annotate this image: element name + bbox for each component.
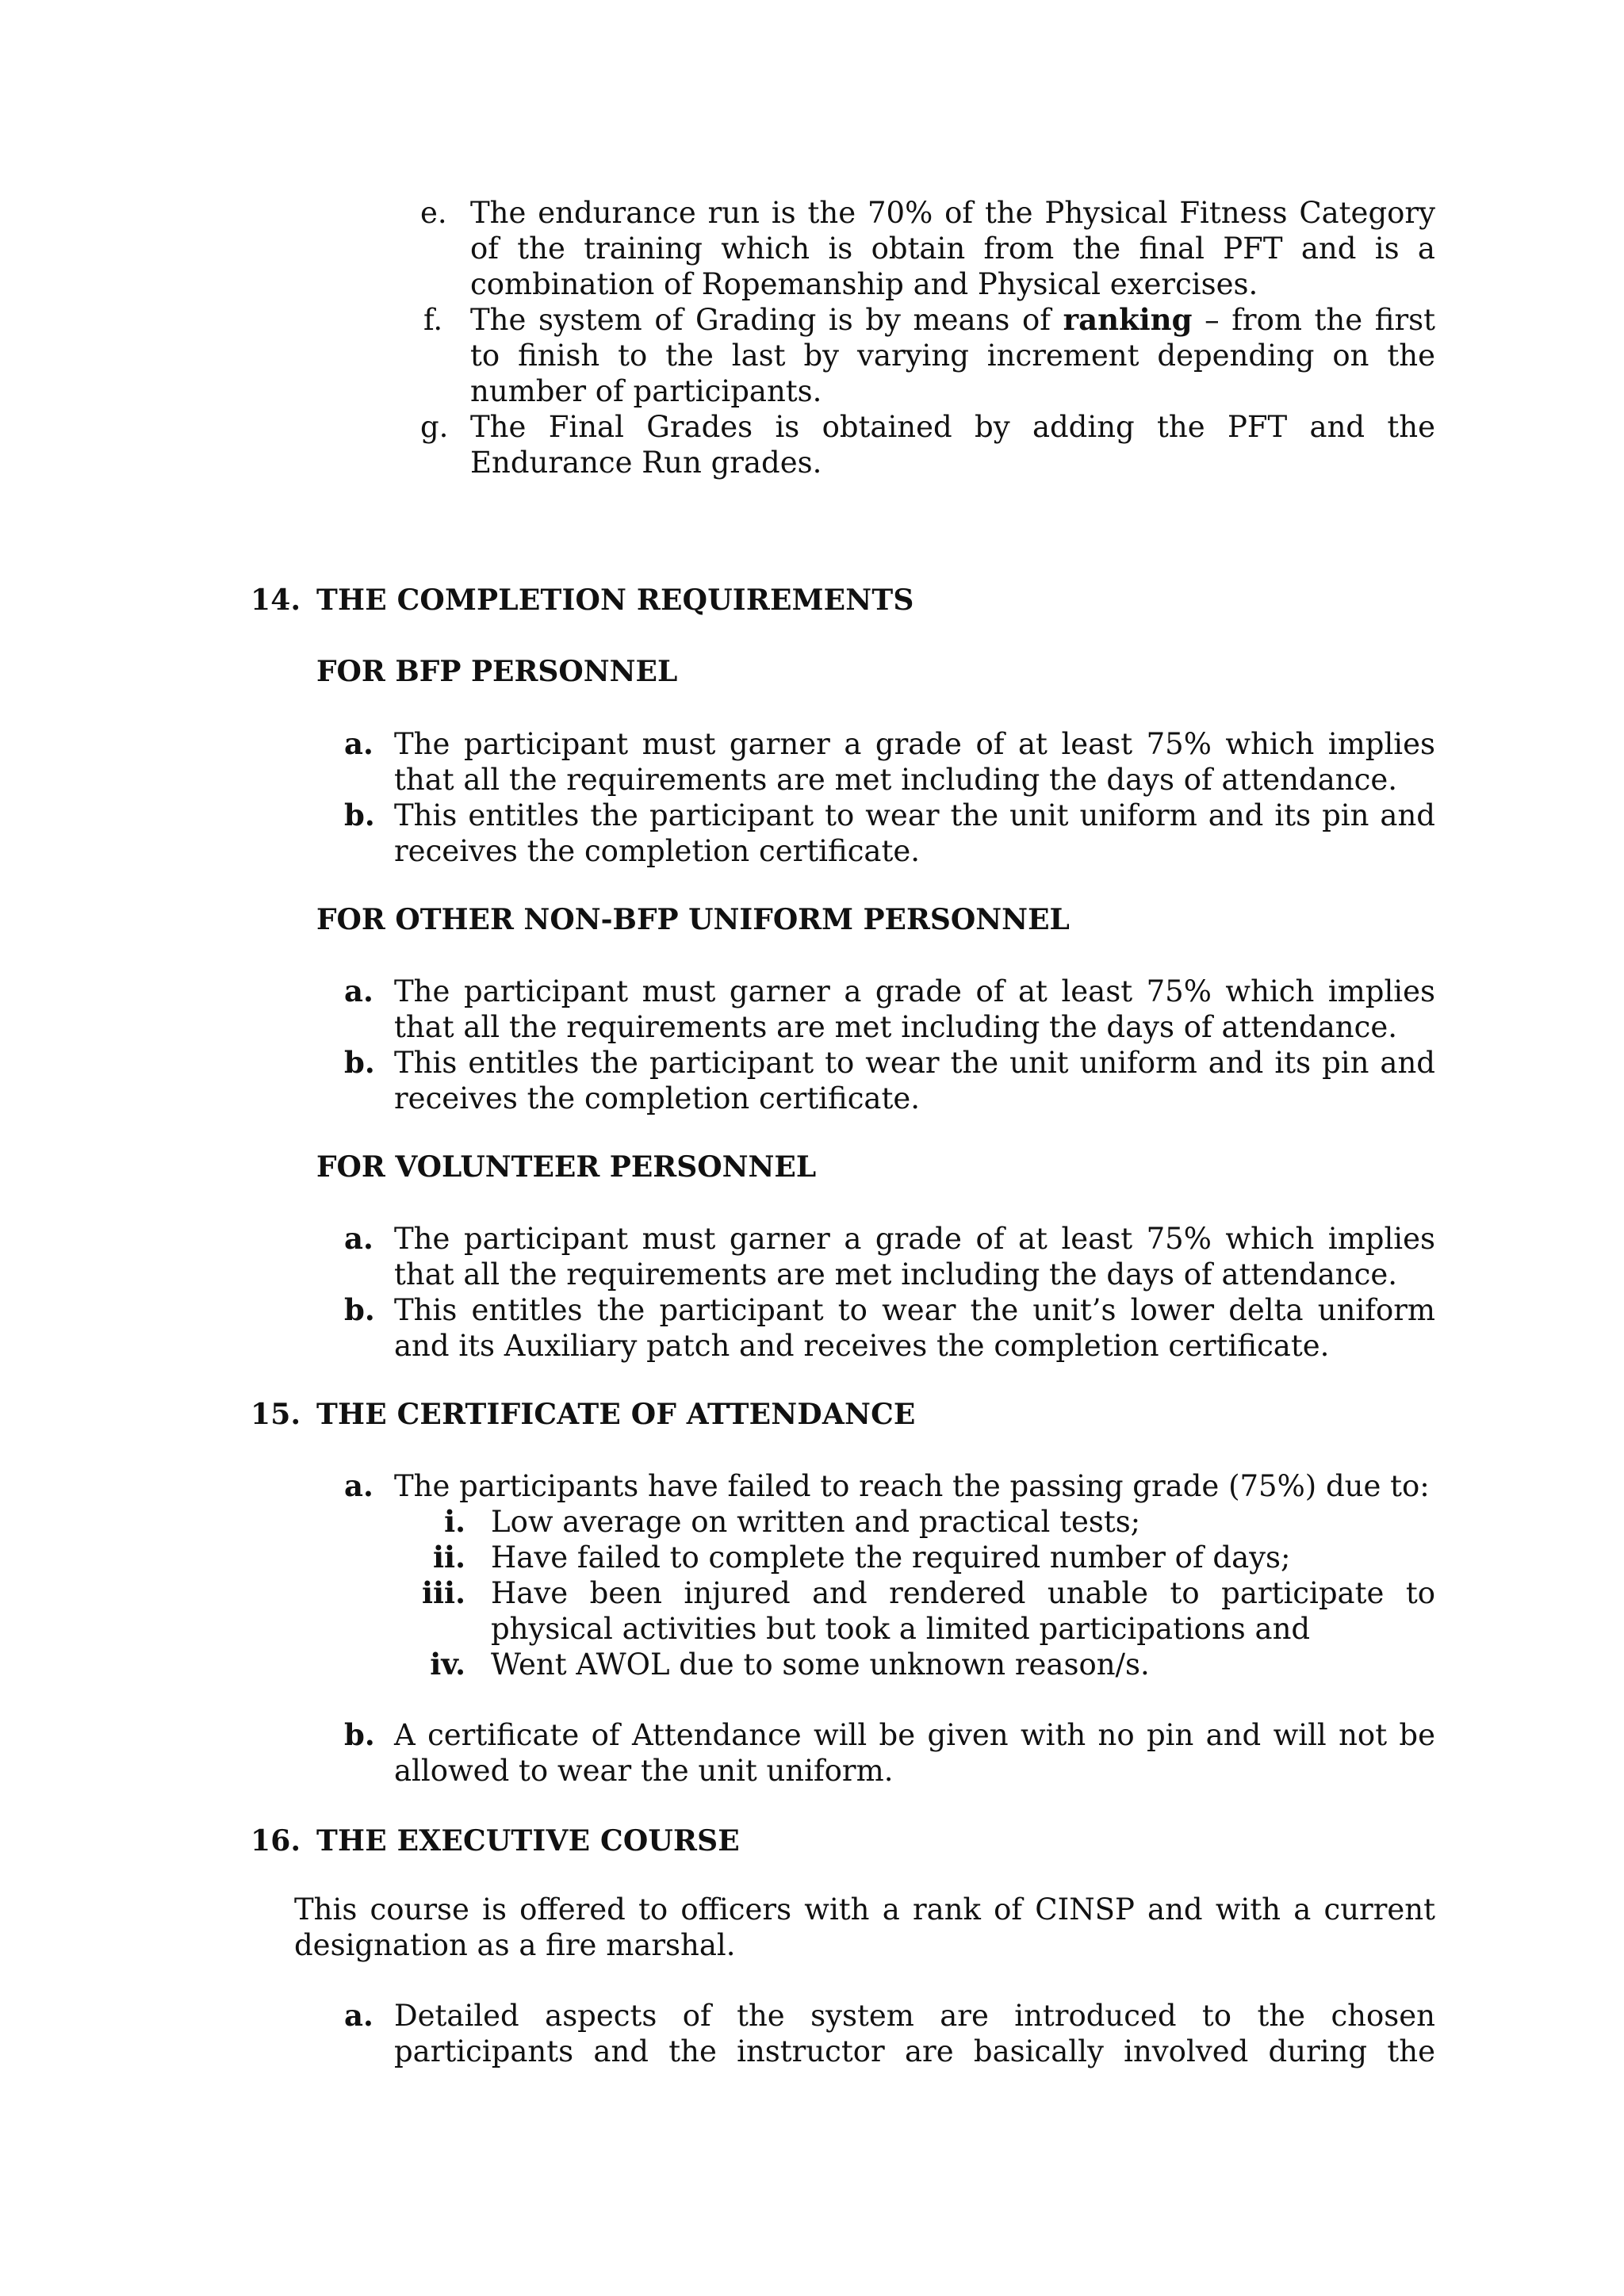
list-marker: a. <box>344 726 373 761</box>
section-number: 15. <box>251 1398 301 1431</box>
list-item <box>344 726 1435 798</box>
group-title-volunteer: FOR VOLUNTEER PERSONNEL <box>316 1150 817 1184</box>
list-item <box>344 798 1435 869</box>
list-item <box>344 1468 1435 1504</box>
sub-list-item <box>344 1647 1435 1682</box>
list-marker: b. <box>344 1717 375 1752</box>
sub-list-marker: i. <box>444 1504 465 1539</box>
sub-list-text: Have failed to complete the required number of days; <box>491 1540 1291 1575</box>
sub-list <box>344 1504 1435 1682</box>
section-16-list <box>344 1998 1435 2069</box>
list-item <box>420 195 1435 302</box>
list-marker: g. <box>420 410 449 444</box>
list-item <box>344 1717 1435 1789</box>
sub-list-marker: iii. <box>421 1575 465 1610</box>
group-list-volunteer <box>344 1221 1435 1364</box>
list-item <box>420 409 1435 480</box>
list-text: This entitles the participant to wear the unit’s lower delta uniform and its Auxiliary patch and receives the completion certificate. <box>394 1293 1435 1363</box>
group-title-non-bfp: FOR OTHER NON-BFP UNIFORM PERSONNEL <box>316 903 1070 936</box>
list-text: The endurance run is the 70% of the Physical Fitness Category of the training which is obtain from the final PFT and is a combination of Ropemanship and Physical exercises. <box>470 196 1435 301</box>
sub-list-marker: ii. <box>433 1540 465 1575</box>
list-item <box>344 1292 1435 1364</box>
list-text: This entitles the participant to wear the unit uniform and its pin and receives the completion certificate. <box>394 798 1435 868</box>
section-14-heading <box>251 583 914 618</box>
bold-term: ranking <box>1063 302 1193 337</box>
list-item <box>344 974 1435 1045</box>
section-number: 14. <box>251 584 301 617</box>
section-15-heading <box>251 1397 916 1433</box>
section-number: 16. <box>251 1824 301 1858</box>
list-text: The participant must garner a grade of at least 75% which implies that all the requirements are met including the days of attendance. <box>394 974 1435 1044</box>
sub-list-marker: iv. <box>430 1647 465 1682</box>
list-text: The participant must garner a grade of at least 75% which implies that all the requirements are met including the days of attendance. <box>394 727 1435 797</box>
list-item <box>420 302 1435 409</box>
list-text: The participants have failed to reach the passing grade (75%) due to: <box>394 1469 1430 1503</box>
sub-list-text: Have been injured and rendered unable to participate to physical activities but took a limited participations and <box>491 1576 1435 1646</box>
sub-list-item <box>344 1540 1435 1575</box>
list-marker: a. <box>344 974 373 1008</box>
text-run: – from the first to finish to the last by varying increment depending on the number of participants. <box>470 303 1435 408</box>
section-16-heading <box>251 1823 740 1859</box>
section-title: THE CERTIFICATE OF ATTENDANCE <box>316 1398 916 1431</box>
list-text: Detailed aspects of the system are introduced to the chosen participants and the instructor are basically involved during the <box>394 1999 1435 2068</box>
list-text: A certificate of Attendance will be given with no pin and will not be allowed to wear the unit uniform. <box>394 1718 1435 1788</box>
list-marker: b. <box>344 798 375 832</box>
sub-list-item <box>344 1504 1435 1540</box>
list-marker: b. <box>344 1045 375 1080</box>
group-title-bfp: FOR BFP PERSONNEL <box>316 655 678 688</box>
group-list-non-bfp <box>344 974 1435 1116</box>
list-text: The participant must garner a grade of at least 75% which implies that all the requirements are met including the days of attendance. <box>394 1222 1435 1292</box>
sub-list-text: Went AWOL due to some unknown reason/s. <box>491 1647 1150 1682</box>
sub-list-text: Low average on written and practical tests; <box>491 1505 1141 1539</box>
list-marker: a. <box>344 1468 373 1503</box>
list-text: The Final Grades is obtained by adding the PFT and the Endurance Run grades. <box>470 410 1435 480</box>
list-marker: a. <box>344 1221 373 1256</box>
sub-list-item <box>344 1575 1435 1647</box>
list-marker: e. <box>420 196 447 230</box>
list-marker: b. <box>344 1292 375 1327</box>
list-marker: f. <box>423 303 443 337</box>
section-16-intro <box>294 1892 1435 1963</box>
section-15-list <box>344 1468 1435 1789</box>
list-item <box>344 1221 1435 1292</box>
section-title: THE EXECUTIVE COURSE <box>316 1824 740 1858</box>
section-title: THE COMPLETION REQUIREMENTS <box>316 584 914 617</box>
list-text <box>470 302 1435 409</box>
list-item <box>344 1045 1435 1116</box>
group-list-bfp <box>344 726 1435 869</box>
list-item <box>344 1998 1435 2069</box>
text-run: The system of Grading is by means of <box>470 303 1063 337</box>
paragraph: This course is offered to officers with a rank of CINSP and with a current designation as a fire marshal. <box>294 1892 1435 1962</box>
list-text: This entitles the participant to wear the unit uniform and its pin and receives the completion certificate. <box>394 1046 1435 1115</box>
list-marker: a. <box>344 1998 373 2033</box>
top-list <box>420 195 1435 480</box>
